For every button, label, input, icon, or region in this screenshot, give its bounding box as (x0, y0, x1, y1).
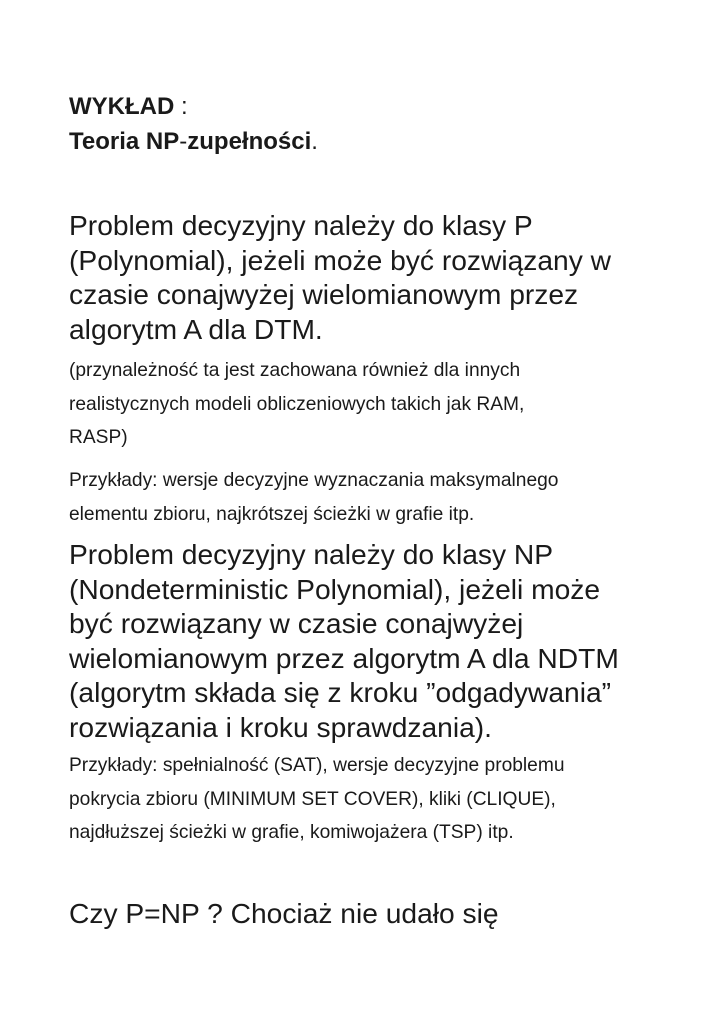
np-class-definition: Problem decyzyjny należy do klasy NP (Nondeterministic Polynomial), jeżeli może być rozwiązany w czasie conajwyżej wielomianowym przez algorytm A dla NDTM (algorytm składa się z kroku ”odgadywania” rozwiązania i kroku sprawdzania). (69, 538, 619, 743)
heading-colon: : (174, 93, 188, 120)
heading-topic-np: Teoria NP (69, 128, 180, 155)
heading-line-1 (69, 89, 318, 124)
p-class-definition: Problem decyzyjny należy do klasy P (Polynomial), jeżeli może być rozwiązany w czasie conajwyżej wielomianowym przez algorytm A dla DTM. (69, 209, 612, 345)
heading-hyphen: - (179, 128, 188, 155)
heading-line-2 (69, 124, 318, 159)
np-class-examples: Przykłady: spełnialność (SAT), wersje decyzyjne problemu pokrycia zbioru (MINIMUM SET COVER), kliki (CLIQUE), najdłuższej ścieżki w grafie, komiwojażera (TSP) itp. (69, 755, 565, 843)
p-class-note: (przynależność ta jest zachowana również dla innych realistycznych modeli obliczeniowych takich jak RAM, RASP) (69, 360, 525, 448)
lecture-heading (69, 89, 318, 159)
heading-period: . (311, 128, 318, 155)
heading-lecture-word: WYKŁAD (69, 93, 175, 120)
p-equals-np-question: Czy P=NP ? Chociaż nie udało się (69, 897, 499, 929)
heading-topic-completeness: zupełności (187, 128, 312, 155)
p-class-examples: Przykłady: wersje decyzyjne wyznaczania maksymalnego elementu zbioru, najkrótszej ścieżki w grafie itp. (69, 470, 559, 525)
